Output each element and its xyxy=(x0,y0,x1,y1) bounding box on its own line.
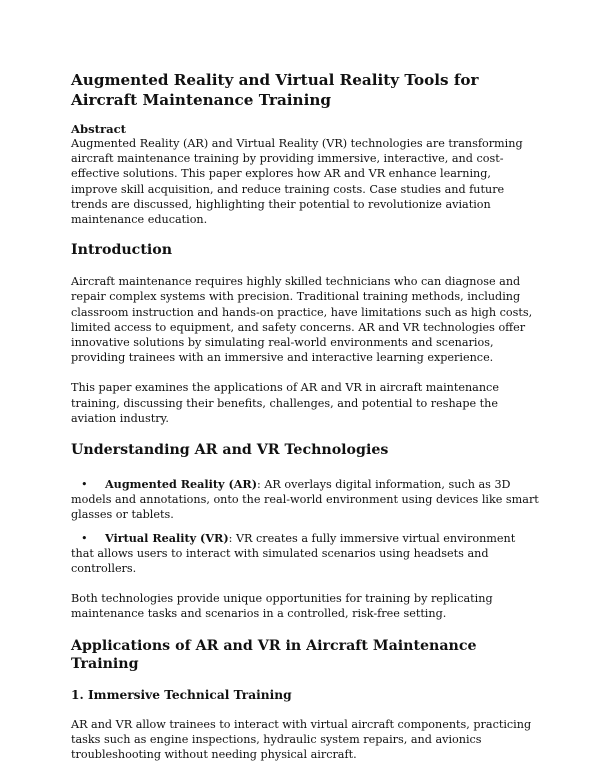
list-item xyxy=(71,531,540,577)
abstract-text: Augmented Reality (AR) and Virtual Reality (VR) technologies are transforming aircraft maintenance training by providing immersive, interactive, and cost-effective solutions. This paper explores how AR and VR enhance learning, improve skill acquisition, and reduce training costs. Case studies and future trends are discussed, highlighting their potential to revolutionize aviation maintenance education. xyxy=(71,137,523,227)
list-item xyxy=(71,477,540,523)
bullet-glyph: • xyxy=(81,478,88,492)
subsection-heading: 1. Immersive Technical Training xyxy=(71,687,292,702)
list-item-text: : VR creates a fully immersive virtual environment that allows users to interact with simulated scenarios using headsets and controllers. xyxy=(71,531,516,576)
understanding-heading: Understanding AR and VR Technologies xyxy=(71,442,389,459)
paper-title: Augmented Reality and Virtual Reality Tools for Aircraft Maintenance Training xyxy=(71,71,479,109)
technology-list xyxy=(71,477,540,576)
list-item-term: Virtual Reality (VR) xyxy=(105,530,229,545)
bullet-glyph: • xyxy=(81,531,88,545)
list-item-term: Augmented Reality (AR) xyxy=(105,477,258,492)
understanding-paragraph: Both technologies provide unique opportunities for training by replicating maintenance tasks and scenarios in a controlled, risk-free setting. xyxy=(71,592,493,621)
introduction-heading: Introduction xyxy=(71,242,173,259)
applications-paragraph-1: AR and VR allow trainees to interact with virtual aircraft components, practicing tasks such as engine inspections, hydraulic system repairs, and avionics troubleshooting without needing physical aircraft. xyxy=(71,717,532,762)
applications-heading: Applications of AR and VR in Aircraft Maintenance Training xyxy=(71,637,477,672)
introduction-paragraph-2: This paper examines the applications of AR and VR in aircraft maintenance training, discussing their benefits, challenges, and potential to reshape the aviation industry. xyxy=(71,381,499,425)
list-item-text: : AR overlays digital information, such as 3D models and annotations, onto the real-world environment using devices like smart glasses or tablets. xyxy=(71,478,539,522)
abstract-label: Abstract xyxy=(71,122,127,136)
introduction-paragraph-1: Aircraft maintenance requires highly skilled technicians who can diagnose and repair complex systems with precision. Traditional training methods, including classroom instruction and hands-on practice, have limitations such as high costs, limited access to equipment, and safety concerns. AR and VR technologies offer innovative solutions by simulating real-world environments and scenarios, providing trainees with an immersive and interactive learning experience. xyxy=(71,275,533,365)
